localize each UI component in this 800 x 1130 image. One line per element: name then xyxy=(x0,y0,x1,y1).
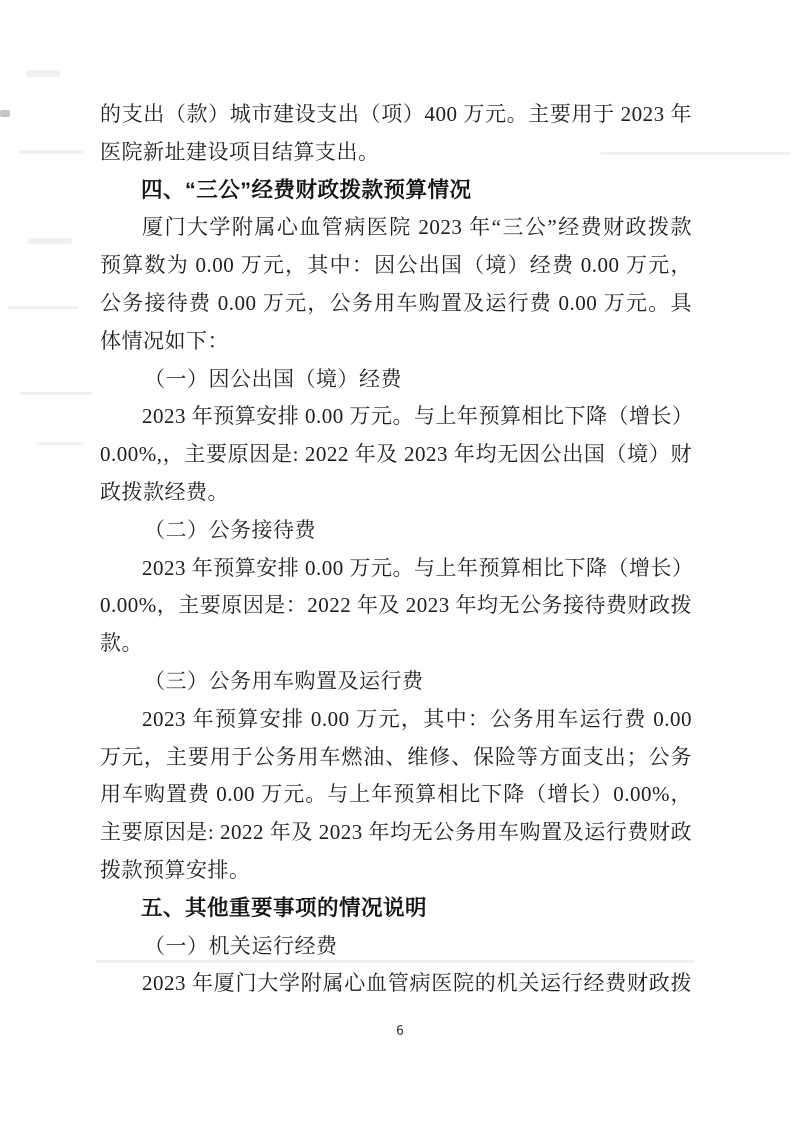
paragraph-line: 的支出（款）城市建设支出（项）400 万元。主要用于 2023 年 xyxy=(100,102,692,126)
paragraph-line: 款。 xyxy=(100,631,143,656)
document-body xyxy=(100,96,692,1003)
section-heading-4: 四、“三公”经费财政拨款预算情况 xyxy=(141,177,472,202)
subsection-heading-1b: （一）机关运行经费 xyxy=(144,933,338,958)
scan-artifact xyxy=(18,150,84,154)
paragraph-line: 2023 年厦门大学附属心血管病医院的机关运行经费财政拨 xyxy=(142,971,692,996)
paragraph-line: 拨款预算安排。 xyxy=(100,857,251,882)
paragraph-line: 医院新址建设项目结算支出。 xyxy=(100,139,380,164)
section-heading-5: 五、其他重要事项的情况说明 xyxy=(141,895,428,920)
paragraph-line: 政拨款经费。 xyxy=(100,479,229,504)
subsection-heading-2: （二）公务接待费 xyxy=(144,517,316,542)
scan-artifact xyxy=(8,306,78,309)
paragraph-line: 用车购置费 0.00 万元。与上年预算相比下降（增长）0.00%， xyxy=(100,782,692,807)
page-footer xyxy=(0,1024,800,1039)
paragraph-line: 体情况如下： xyxy=(100,328,229,353)
paragraph-line: 预算数为 0.00 万元，其中：因公出国（境）经费 0.00 万元， xyxy=(100,253,692,278)
paragraph-line: 0.00%,，主要原因是: 2022 年及 2023 年均无因公出国（境）财 xyxy=(100,442,692,467)
page-number: 6 xyxy=(396,1024,404,1039)
paragraph-line: 2023 年预算安排 0.00 万元，其中：公务用车运行费 0.00 xyxy=(142,706,692,731)
scan-artifact xyxy=(0,110,10,117)
paragraph-line: 万元，主要用于公务用车燃油、维修、保险等方面支出；公务 xyxy=(100,744,692,769)
paragraph-line: 2023 年预算安排 0.00 万元。与上年预算相比下降（增长） xyxy=(142,404,694,429)
scan-artifact xyxy=(28,238,72,244)
paragraph-line: 厦门大学附属心血管病医院 2023 年“三公”经费财政拨款 xyxy=(142,215,692,240)
paragraph-line: 公务接待费 0.00 万元，公务用车购置及运行费 0.00 万元。具 xyxy=(100,290,692,315)
scan-artifact xyxy=(20,392,92,395)
scan-artifact xyxy=(26,70,60,77)
subsection-heading-1: （一）因公出国（境）经费 xyxy=(144,366,402,391)
scan-artifact xyxy=(36,442,84,445)
paragraph-line: 0.00%，主要原因是：2022 年及 2023 年均无公务接待费财政拨 xyxy=(100,593,692,618)
paragraph-line: 2023 年预算安排 0.00 万元。与上年预算相比下降（增长） xyxy=(142,555,694,580)
paragraph-line: 主要原因是: 2022 年及 2023 年均无公务用车购置及运行费财政 xyxy=(100,820,692,845)
subsection-heading-3: （三）公务用车购置及运行费 xyxy=(144,668,424,693)
